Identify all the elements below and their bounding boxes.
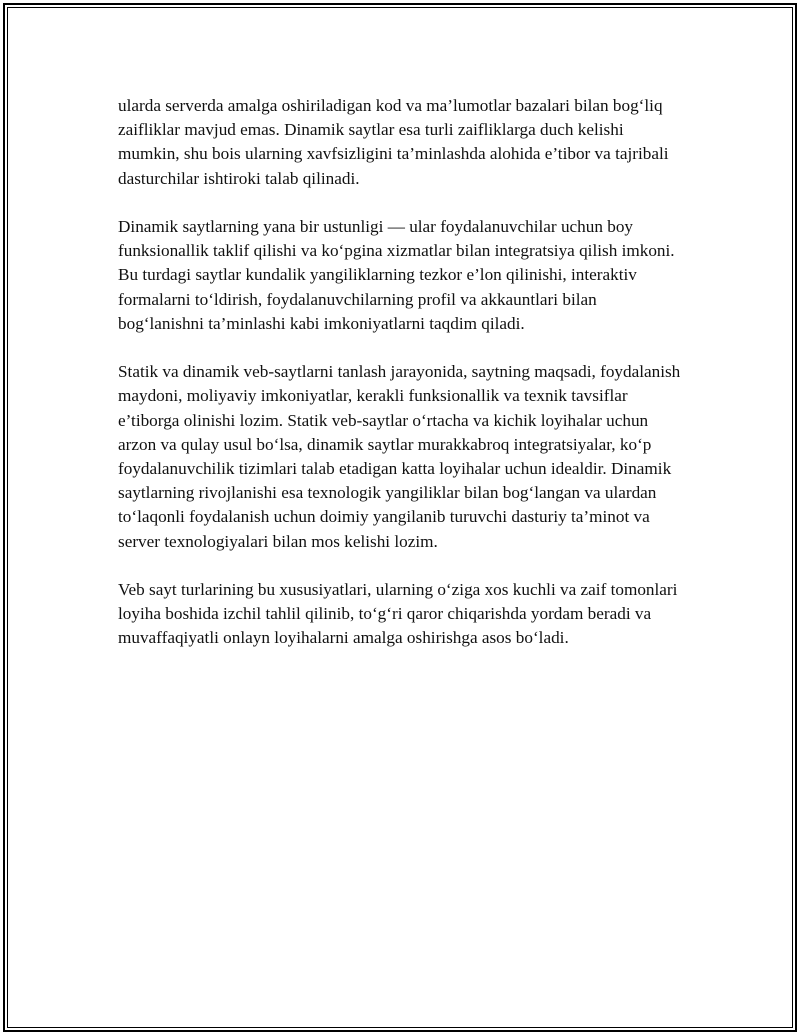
paragraph-security: ularda serverda amalga oshiriladigan kod va ma’lumotlar bazalari bilan bog‘liq zaifliklar mavjud emas. Dinamik saytlar esa turli zaifliklarga duch kelishi mumkin, shu bois ularning xavfsizligini ta’minlashda alohida e’tibor va tajribali dasturchilar ishtiroki talab qilinadi. <box>118 96 669 188</box>
paragraph-conclusion: Veb sayt turlarining bu xususiyatlari, ularning o‘ziga xos kuchli va zaif tomonlari loyiha boshida izchil tahlil qilinib, to‘g‘ri qaror chiqarishda yordam beradi va muvaffaqiyatli onlayn loyihalarni amalga oshirishga asos bo‘ladi. <box>118 580 678 648</box>
paragraph-dynamic-advantages: Dinamik saytlarning yana bir ustunligi — ular foydalanuvchilar uchun boy funksionallik taklif qilishi va ko‘pgina xizmatlar bilan integratsiya qilish imkoni. Bu turdagi saytlar kundalik yangiliklarning tezkor e’lon qilinishi, interaktiv formalarni to‘ldirish, foydalanuvchilarning profil va akkauntlari bilan bog‘lanishni ta’minlashi kabi imkoniyatlarni taqdim qiladi. <box>118 217 675 333</box>
paragraph-choosing-site-type: Statik va dinamik veb-saytlarni tanlash jarayonida, saytning maqsadi, foydalanish maydoni, moliyaviy imkoniyatlar, kerakli funksionallik va texnik tavsiflar e’tiborga olinishi lozim. Statik veb-saytlar o‘rtacha va kichik loyihalar uchun arzon va qulay usul bo‘lsa, dinamik saytlar murakkabroq integratsiyalar, ko‘p foydalanuvchilik tizimlari talab etadigan katta loyihalar uchun idealdir. Dinamik saytlarning rivojlanishi esa texnologik yangiliklar bilan bog‘langan va ulardan to‘laqonli foydalanish uchun doimiy yangilanib turuvchi dasturiy ta’minot va server texnologiyalari bilan mos kelishi lozim. <box>118 362 681 551</box>
document-body <box>118 94 686 675</box>
